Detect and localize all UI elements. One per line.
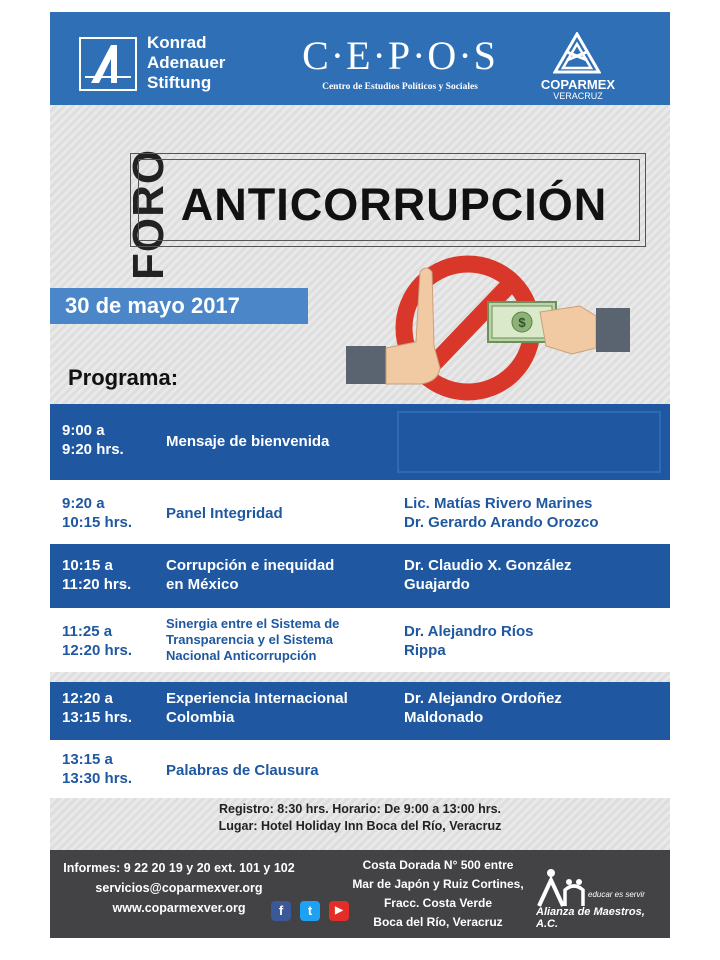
event-date: 30 de mayo 2017: [65, 293, 240, 318]
event-poster: [50, 12, 670, 938]
address: Costa Dorada N° 500 entre Mar de Japón y Ruiz Cortines, Fracc. Costa Verde Boca del Río, Veracruz: [352, 858, 524, 929]
row-event: Palabras de Clausura: [166, 762, 319, 779]
event-title: ANTICORRUPCIÓN: [180, 179, 608, 230]
twitter-icon[interactable]: t: [300, 901, 320, 921]
row-event: Sinergia entre el Sistema de Transparencia y el Sistema Nacional Anticorrupción: [166, 616, 340, 663]
header-bar: [50, 12, 670, 105]
contact-info: [50, 858, 308, 918]
row-event: Mensaje de bienvenida: [166, 433, 330, 450]
coparmex-sub: VERACRUZ: [553, 91, 603, 101]
contact-phone: Informes: 9 22 20 19 y 20 ext. 101 y 102: [63, 861, 295, 875]
row-speaker: Dr. Alejandro Ríos Rippa: [404, 623, 534, 659]
row-event: Experiencia Internacional Colombia: [166, 690, 348, 726]
schedule-row: [50, 682, 670, 740]
row-time: 11:25 a 12:20 hrs.: [62, 623, 133, 659]
alianza-name: Alianza de Maestros, A.C.: [536, 906, 645, 930]
foro-label: FORO: [124, 148, 173, 280]
coparmex-logo-icon: [553, 32, 601, 80]
row-time: 12:20 a 13:15 hrs.: [62, 690, 133, 726]
row-speaker: Lic. Matías Rivero Marines Dr. Gerardo Arando Orozco: [404, 495, 599, 531]
cepos-subtitle: Centro de Estudios Políticos y Sociales: [322, 82, 478, 92]
row-speaker: Dr. Claudio X. González Guajardo: [404, 557, 572, 593]
kas-logo-icon: [79, 37, 137, 91]
schedule-row: [50, 608, 670, 672]
alianza-tagline: educar es servir: [588, 890, 645, 899]
schedule-row: [50, 544, 670, 608]
svg-text:$: $: [518, 315, 526, 330]
row-event: Corrupción e inequidad en México: [166, 557, 335, 593]
row-time: 13:15 a 13:30 hrs.: [62, 751, 133, 787]
schedule-row: [50, 404, 670, 480]
schedule-row: [50, 740, 670, 798]
row-speaker: Dr. Alejandro Ordoñez Maldonado: [404, 690, 562, 726]
row-event: Panel Integridad: [166, 505, 283, 522]
contact-website[interactable]: www.coparmexver.org: [112, 901, 246, 915]
schedule-row: [50, 480, 670, 544]
facebook-icon[interactable]: f: [271, 901, 291, 921]
row-time: 9:00 a 9:20 hrs.: [62, 422, 124, 458]
contact-email[interactable]: servicios@coparmexver.org: [95, 881, 263, 895]
registration-info: Registro: 8:30 hrs. Horario: De 9:00 a 13:00 hrs. Lugar: Hotel Holiday Inn Boca del Río, Veracruz: [218, 802, 502, 833]
no-bribery-illustration: [340, 250, 640, 409]
kas-name: Konrad Adenauer Stiftung: [147, 33, 226, 92]
row-time: 9:20 a 10:15 hrs.: [62, 495, 133, 531]
program-heading: Programa:: [68, 365, 179, 390]
footer-bar: [50, 850, 670, 938]
coparmex-name: COPARMEX: [540, 77, 616, 92]
image-placeholder: [397, 411, 661, 473]
youtube-icon[interactable]: ▶: [329, 901, 349, 921]
cepos-logo-text: C·E·P·O·S: [302, 33, 498, 78]
row-time: 10:15 a 11:20 hrs.: [62, 557, 132, 593]
